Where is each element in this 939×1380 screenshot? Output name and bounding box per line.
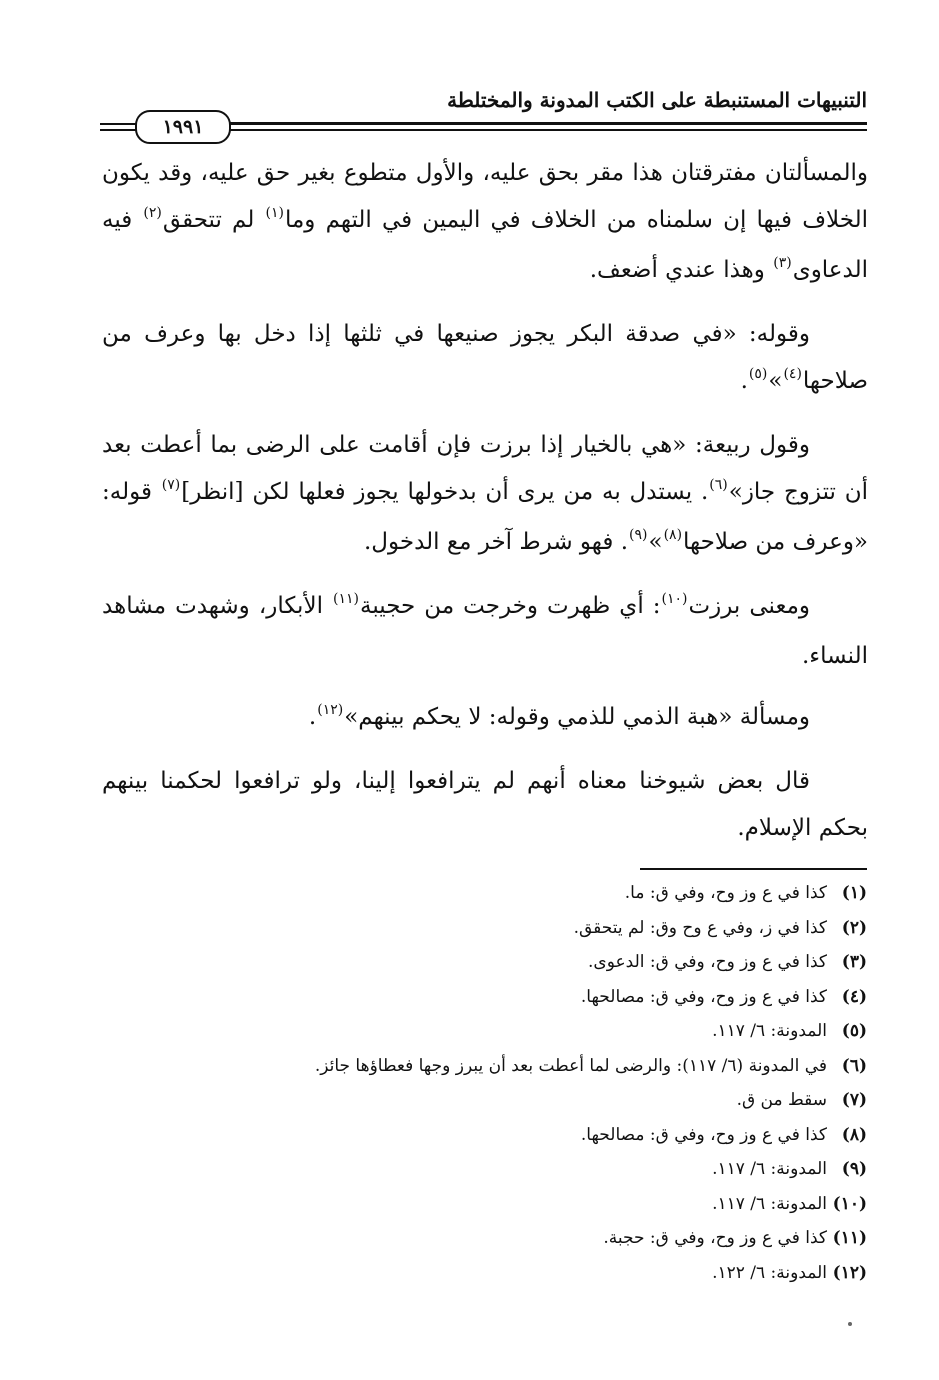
footnote [150, 876, 867, 911]
footnote-ref: (٥) [748, 366, 768, 382]
header-rule [222, 122, 867, 125]
footnote-number: (٥) [841, 1021, 867, 1041]
footnote-ref: (٨) [663, 527, 683, 543]
footnote [150, 1049, 867, 1084]
footnote [150, 1152, 867, 1187]
page-number: ١٩٩١ [135, 110, 231, 144]
footnote-text: المدونة: ٦/ ١١٧. [712, 1193, 827, 1214]
footnote-ref: (٣) [773, 255, 792, 271]
footnote [150, 1187, 867, 1222]
paragraph: والمسألتان مفترقتان هذا مقر بحق عليه، والأول متطوع بغير حق عليه، وقد يكون الخلاف فيها إن سلمناه من الخلاف في اليمين في التهم وما$^{(١)}$ لم تتحقق$^{(٢)}$ فيه الدعاوى$^{(٣)}$ وهذا عندي أضعف. [102, 160, 868, 283]
footnote [150, 1083, 867, 1118]
footnote-text: كذا في ع وز وح، وفي ق: مصالحها. [580, 1124, 827, 1145]
footnote-number: (١١) [832, 1228, 867, 1248]
footnote-text: كذا في ع وز وح، وفي ق: مصالحها. [580, 986, 827, 1007]
footnote-text: كذا في ز، وفي ع وح وق: لم يتحقق. [573, 917, 827, 938]
footnote-text: سقط من ق. [736, 1090, 827, 1110]
footnote [150, 911, 867, 946]
footnote-ref: (١٢) [317, 702, 344, 718]
running-title: التنبيهات المستنبطة على الكتب المدونة والمختلطة [447, 88, 867, 112]
footnote-ref: (٤) [783, 366, 802, 382]
footnote-text: المدونة: ٦/ ١١٧. [712, 1159, 827, 1179]
body-text [102, 150, 868, 866]
footnote-text: كذا في ع وز وح، وفي ق: ما. [624, 883, 827, 903]
footnote-number: (١) [841, 883, 867, 903]
footnote [150, 1014, 867, 1049]
footnote-text: المدونة: ٦/ ١٢٢. [712, 1262, 827, 1283]
footnote-number: (١٠) [832, 1193, 867, 1214]
footnote-text: المدونة: ٦/ ١١٧. [712, 1021, 827, 1041]
footnote-separator [640, 868, 867, 870]
footnote-text: كذا في ع وز وح، وفي ق: حجبة. [603, 1228, 827, 1248]
footnote [150, 945, 867, 980]
footnote-text: كذا في ع وز وح، وفي ق: الدعوى. [588, 952, 827, 972]
footnote-number: (١٢) [832, 1262, 867, 1283]
footnote-number: (٤) [841, 986, 867, 1007]
print-speck [848, 1322, 852, 1326]
footnote-ref: (١٠) [661, 591, 688, 607]
paragraph: وقوله: «في صدقة البكر يجوز صنيعها في ثلثها إذا دخل بها وعرف من صلاحها$^{(٤)}$»$^{(٥)}$. [102, 321, 868, 394]
footnotes [150, 876, 867, 1290]
footnote-ref: (١) [265, 205, 284, 221]
footnote-number: (٩) [841, 1159, 867, 1179]
footnote-ref: (٦) [709, 477, 728, 493]
paragraph: ومعنى برزت$^{(١٠)}$: أي ظهرت وخرجت من حجيبة$^{(١١)}$ الأبكار، وشهدت مشاهد النساء. [102, 591, 868, 669]
footnote-number: (٢) [841, 917, 867, 938]
paragraph: ومسألة «هبة الذمي للذمي وقوله: لا يحكم بينهم»$^{(١٢)}$. [308, 702, 810, 730]
footnote-number: (٦) [841, 1055, 867, 1076]
footnote-ref: (٢) [143, 205, 162, 221]
footnote [150, 1118, 867, 1153]
paragraph: وقول ربيعة: «هي بالخيار إذا برزت فإن أقامت على الرضى بما أعطت بعد أن تتزوج جاز»$^{(٦)}$. يستدل به من يرى أن بدخولها يجوز فعلها لكن [انظر]$^{(٧)}$ قوله: «وعرف من صلاحها$^{(٨)}$»$^{(٩)}$. فهو شرط آخر مع الدخول. [102, 432, 868, 555]
header-rule [100, 123, 138, 125]
footnote-number: (٣) [841, 952, 867, 972]
footnote [150, 1221, 867, 1256]
footnote-number: (٨) [841, 1124, 867, 1145]
footnote-ref: (٧) [161, 477, 181, 493]
footnote [150, 980, 867, 1015]
paragraph: قال بعض شيوخنا معناه أنهم لم يترافعوا إلينا، ولو ترافعوا لحكمنا بينهم بحكم الإسلام. [102, 768, 868, 841]
footnote-ref: (٩) [629, 527, 648, 543]
footnote-text: في المدونة (٦/ ١١٧): والرضى لما أعطت بعد أن يبرز وجها فعطاؤها جائز. [314, 1055, 827, 1076]
footnote-number: (٧) [841, 1090, 867, 1110]
footnote-ref: (١١) [333, 591, 359, 607]
footnote [150, 1256, 867, 1291]
